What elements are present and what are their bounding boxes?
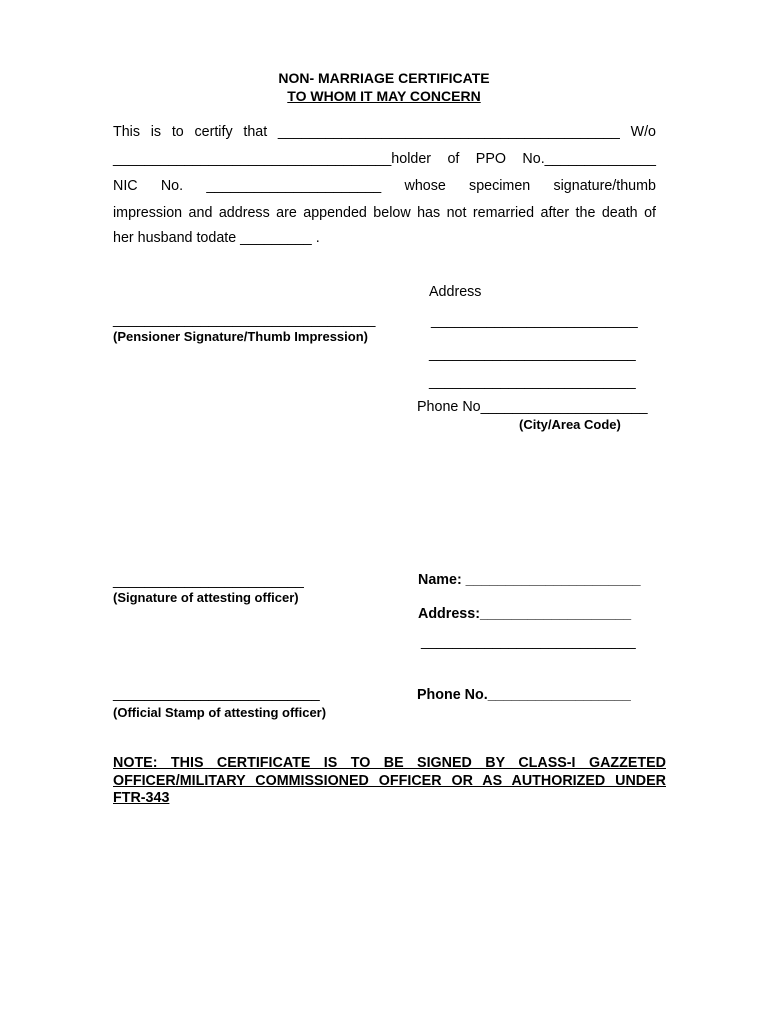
officer-phone-field: Phone No.__________________ xyxy=(417,687,631,703)
city-area-code-caption: (City/Area Code) xyxy=(519,417,621,432)
pensioner-address-line-2: __________________________ xyxy=(429,346,636,362)
official-stamp-caption: (Official Stamp of attesting officer) xyxy=(113,705,327,720)
pensioner-address-line-1: __________________________ xyxy=(431,313,638,329)
officer-signature-line: ________________________ xyxy=(113,573,304,589)
officer-name-field: Name: ______________________ xyxy=(418,572,641,588)
paragraph-line-1: This is to certify that ___________________________________________ W/o xyxy=(113,124,656,140)
officer-signature-caption: (Signature of attesting officer) xyxy=(113,590,299,605)
officer-address-field: Address:___________________ xyxy=(418,606,632,622)
paragraph-line-4: impression and address are appended below has not remarried after the death of xyxy=(113,205,656,221)
document-subtitle: TO WHOM IT MAY CONCERN xyxy=(287,88,481,104)
pensioner-signature-line: _________________________________ xyxy=(113,312,376,328)
paragraph-line-5: her husband todate _________ . xyxy=(113,230,320,246)
pensioner-address-line-3: __________________________ xyxy=(429,374,636,390)
certificate-note: NOTE: THIS CERTIFICATE IS TO BE SIGNED BY CLASS-I GAZZETED OFFICER/MILITARY COMMISSIONED OFFICER OR AS AUTHORIZED UNDER FTR-343 xyxy=(113,755,666,806)
address-label: Address xyxy=(429,284,482,300)
officer-address-line-2: ___________________________ xyxy=(421,634,636,650)
official-stamp-line: __________________________ xyxy=(113,686,320,702)
pensioner-signature-caption: (Pensioner Signature/Thumb Impression) xyxy=(113,329,368,344)
paragraph-line-2: ___________________________________holder of PPO No.______________ xyxy=(113,151,656,167)
paragraph-line-3: NIC No. ______________________ whose specimen signature/thumb xyxy=(113,178,656,194)
pensioner-phone-field: Phone No_____________________ xyxy=(417,399,648,415)
document-title: NON- MARRIAGE CERTIFICATE xyxy=(278,70,490,86)
